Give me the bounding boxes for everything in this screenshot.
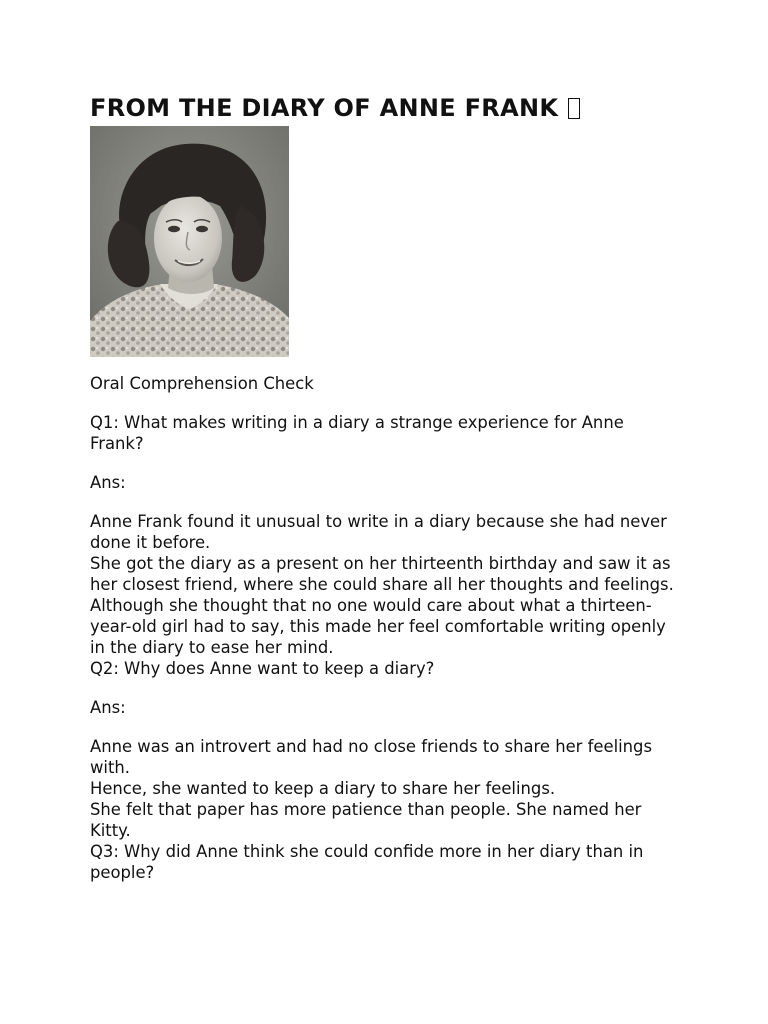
page-title <box>90 92 680 124</box>
answer-2-body <box>90 736 680 883</box>
section-heading: Oral Comprehension Check <box>90 374 314 393</box>
question-2: Q2: Why does Anne want to keep a diary? <box>90 659 435 678</box>
question-1: Q1: What makes writing in a diary a strange experience for Anne Frank? <box>90 413 624 453</box>
answer-2-label: Ans: <box>90 698 126 717</box>
answer-1-body <box>90 511 680 679</box>
portrait-photo <box>90 126 289 357</box>
answer-1-line: Although she thought that no one would care about what a thirteen-year-old girl had to say, this made her feel comfortable writing openly in the diary to ease her mind. <box>90 596 666 657</box>
answer-2-line: Hence, she wanted to keep a diary to share her feelings. <box>90 779 556 798</box>
answer-1-line: Anne Frank found it unusual to write in a diary because she had never done it before. <box>90 512 667 552</box>
title-text: FROM THE DIARY OF ANNE FRANK <box>90 94 559 122</box>
answer-2-line: Anne was an introvert and had no close friends to share her feelings with. <box>90 737 653 777</box>
answer-1-label: Ans: <box>90 473 126 492</box>
missing-glyph-box-icon <box>568 98 580 119</box>
document-page <box>90 92 680 883</box>
question-3: Q3: Why did Anne think she could confide more in her diary than in people? <box>90 842 644 882</box>
answer-1-line: She got the diary as a present on her thirteenth birthday and saw it as her closest friend, where she could share all her thoughts and feelings. <box>90 554 674 594</box>
answer-2-line: She felt that paper has more patience than people. She named her Kitty. <box>90 800 642 840</box>
